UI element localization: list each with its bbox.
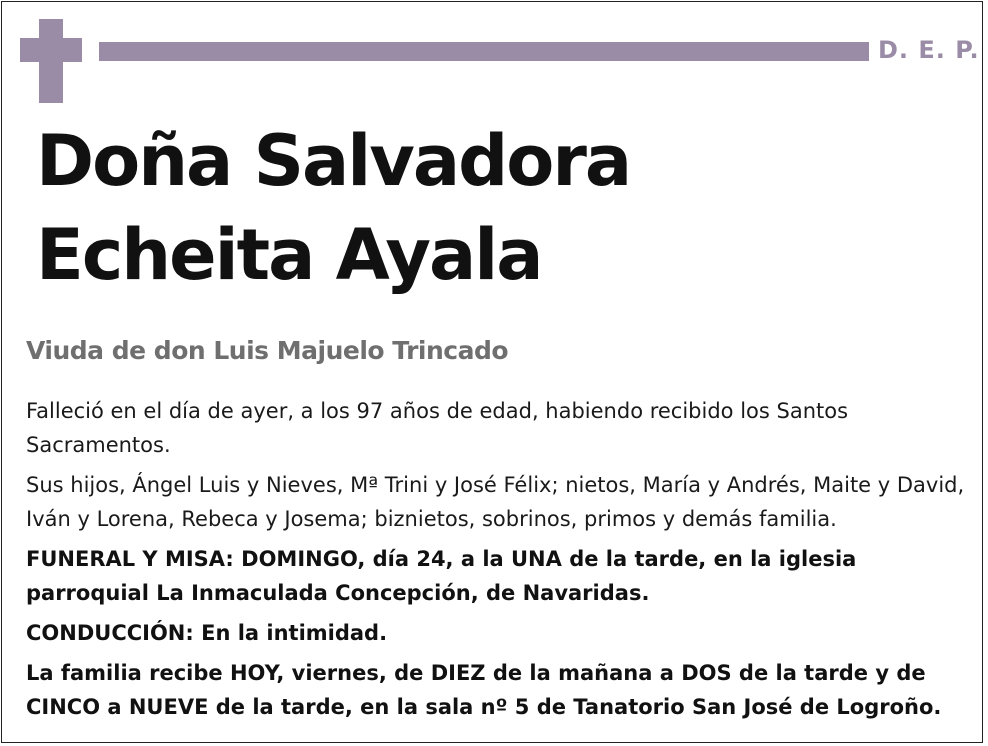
name-line-1: Doña Salvadora xyxy=(36,120,631,202)
death-notice: Falleció en el día de ayer, a los 97 años de edad, habiendo recibido los Santos Sacramentos. xyxy=(26,399,849,457)
visitation-info: La familia recibe HOY, viernes, de DIEZ de la mañana a DOS de la tarde y de CINCO a NUEVE de la tarde, en la sala nº 5 de Tanatorio San José de Logroño. xyxy=(26,661,942,719)
obituary-card xyxy=(1,1,983,743)
family-list: Sus hijos, Ángel Luis y Nieves, Mª Trini y José Félix; nietos, María y Andrés, Maite y David, Iván y Lorena, Rebeca y Josema; biznietos, sobrinos, primos y demás familia. xyxy=(26,473,965,531)
funeral-info: FUNERAL Y MISA: DOMINGO, día 24, a la UNA de la tarde, en la iglesia parroquial La Inmaculada Concepción, de Navaridas. xyxy=(26,547,857,605)
header-bar xyxy=(99,42,869,61)
cross-icon-arm xyxy=(20,38,82,62)
obituary-body xyxy=(26,394,966,730)
name-line-2: Echeita Ayala xyxy=(36,214,542,296)
procession-info: CONDUCCIÓN: En la intimidad. xyxy=(26,621,388,645)
dep-label: D. E. P. xyxy=(878,36,980,64)
deceased-name xyxy=(36,114,630,302)
widow-subtitle: Viuda de don Luis Majuelo Trincado xyxy=(26,336,509,365)
